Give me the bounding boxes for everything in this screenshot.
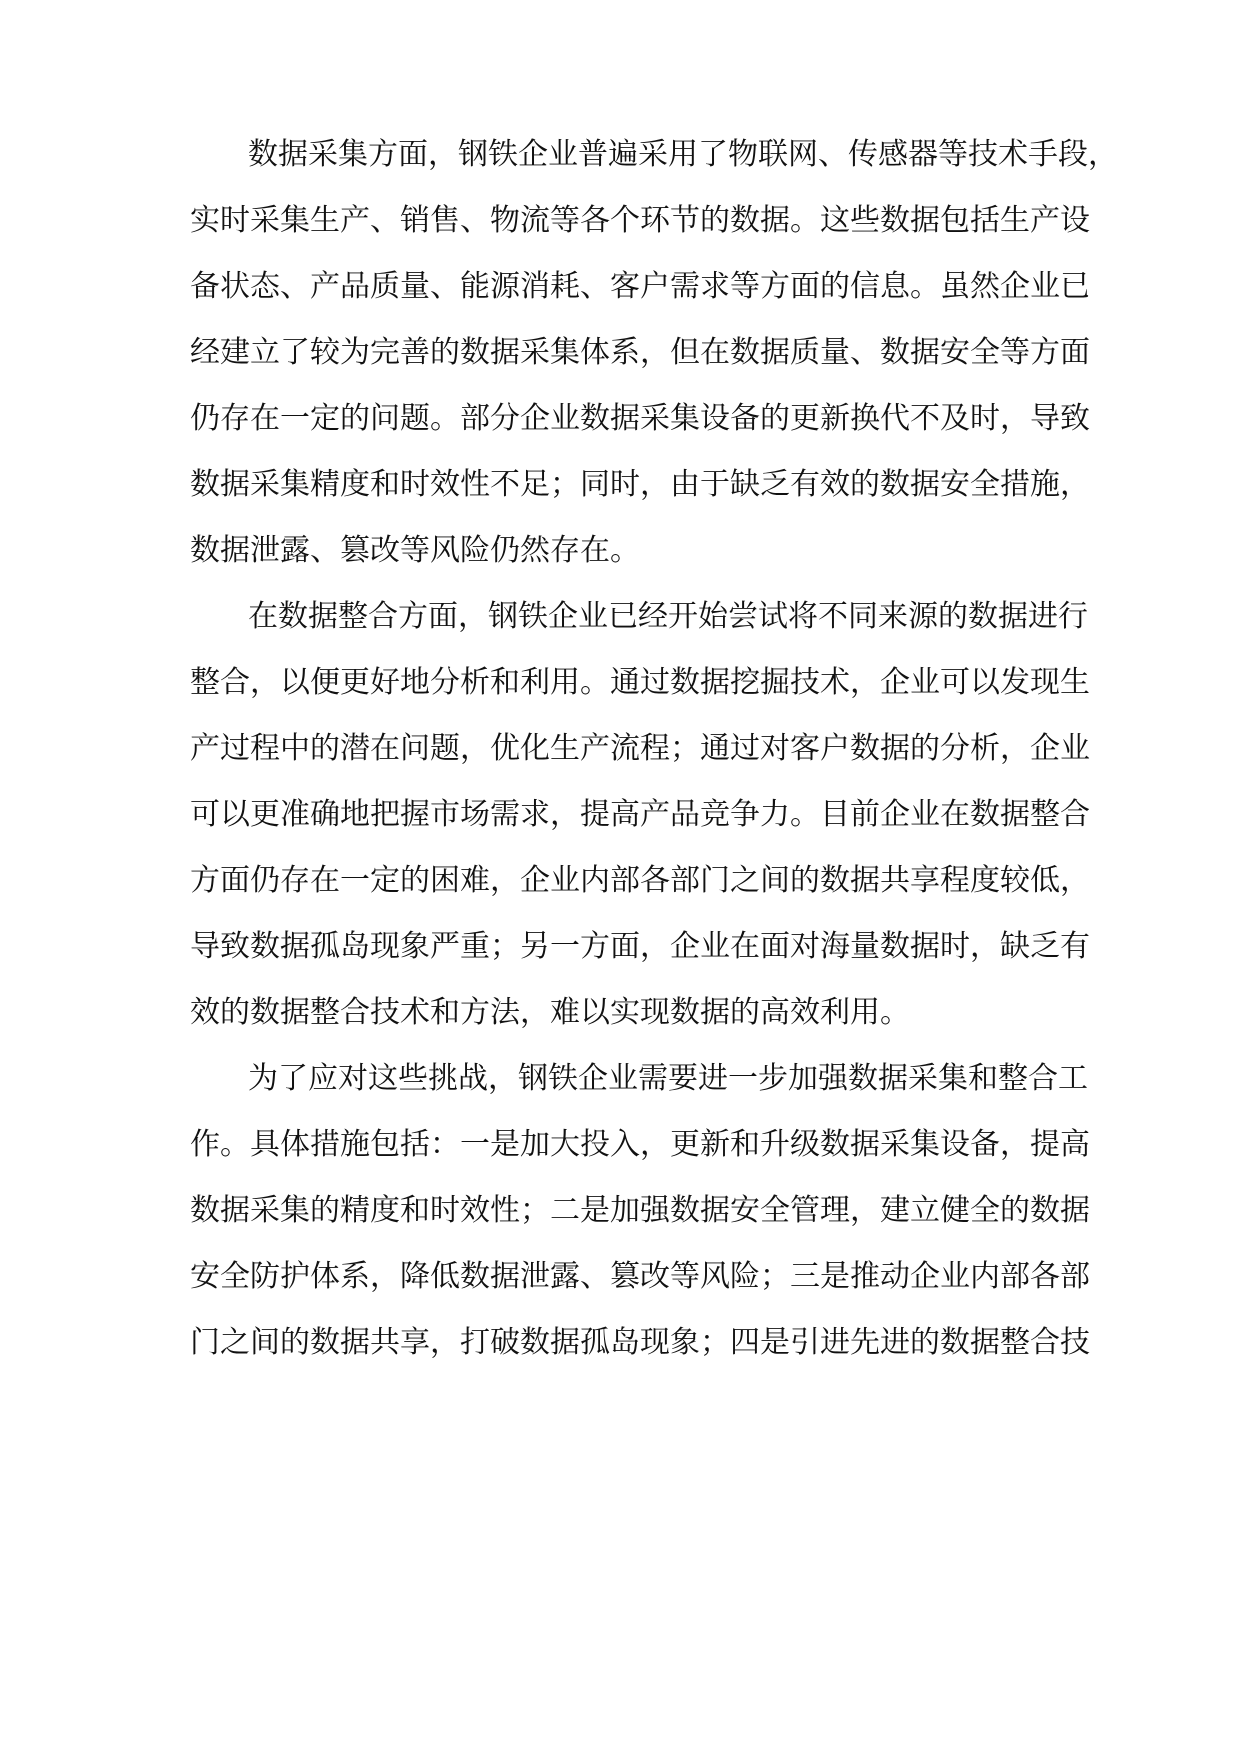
paragraph-2-line-2: 整合，以便更好地分析和利用。通过数据挖掘技术，企业可以发现生	[190, 665, 1090, 700]
paragraph-1-line-5: 仍存在一定的问题。部分企业数据采集设备的更新换代不及时，导致	[190, 401, 1090, 436]
paragraph-3-line-3: 数据采集的精度和时效性；二是加强数据安全管理，建立健全的数据	[190, 1193, 1090, 1228]
paragraph-1-line-4: 经建立了较为完善的数据采集体系，但在数据质量、数据安全等方面	[190, 335, 1090, 370]
paragraph-2-line-1: 在数据整合方面，钢铁企业已经开始尝试将不同来源的数据进行	[248, 599, 1088, 634]
paragraph-1-line-7: 数据泄露、篡改等风险仍然存在。	[190, 533, 640, 568]
paragraph-1-line-1: 数据采集方面，钢铁企业普遍采用了物联网、传感器等技术手段，	[248, 137, 1118, 172]
paragraph-3-line-2: 作。具体措施包括：一是加大投入，更新和升级数据采集设备，提高	[190, 1127, 1090, 1162]
paragraph-2-line-5: 方面仍存在一定的困难，企业内部各部门之间的数据共享程度较低，	[190, 863, 1090, 898]
paragraph-3-line-5: 门之间的数据共享，打破数据孤岛现象；四是引进先进的数据整合技	[190, 1325, 1090, 1360]
paragraph-3-line-1: 为了应对这些挑战，钢铁企业需要进一步加强数据采集和整合工	[248, 1061, 1088, 1096]
paragraph-2-line-7: 效的数据整合技术和方法，难以实现数据的高效利用。	[190, 995, 910, 1030]
paragraph-1-line-3: 备状态、产品质量、能源消耗、客户需求等方面的信息。虽然企业已	[190, 269, 1090, 304]
paragraph-1-line-6: 数据采集精度和时效性不足；同时，由于缺乏有效的数据安全措施，	[190, 467, 1090, 502]
paragraph-1-line-2: 实时采集生产、销售、物流等各个环节的数据。这些数据包括生产设	[190, 203, 1090, 238]
paragraph-3-line-4: 安全防护体系，降低数据泄露、篡改等风险；三是推动企业内部各部	[190, 1259, 1090, 1294]
paragraph-2-line-3: 产过程中的潜在问题，优化生产流程；通过对客户数据的分析，企业	[190, 731, 1090, 766]
paragraph-2-line-4: 可以更准确地把握市场需求，提高产品竞争力。目前企业在数据整合	[190, 797, 1090, 832]
paragraph-2-line-6: 导致数据孤岛现象严重；另一方面，企业在面对海量数据时，缺乏有	[190, 929, 1090, 964]
